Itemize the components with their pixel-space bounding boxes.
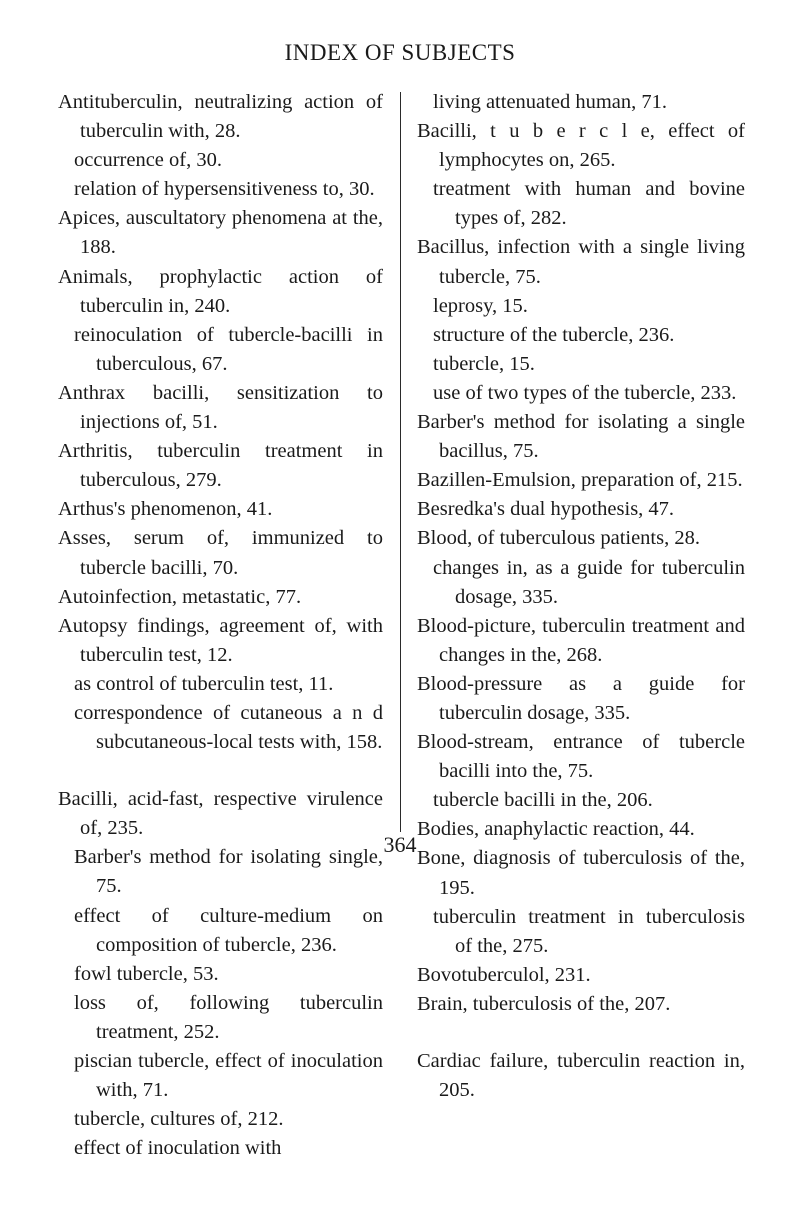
index-entry: Arthritis, tuberculin treatment in tuberculous, 279. [58, 440, 383, 492]
index-entry: Anthrax bacilli, sensitization to injections of, 51. [58, 381, 383, 434]
index-entry: Bacillus, infection with a single living tubercle, 75. [417, 236, 745, 288]
page-title: INDEX OF SUBJECTS [284, 40, 516, 65]
index-subentry: effect of inoculation with [74, 1137, 282, 1160]
index-subentry: leprosy, 15. [433, 294, 528, 317]
index-subentry: living attenuated human, 71. [433, 91, 667, 113]
index-entry: Arthus's phenomenon, 41. [58, 498, 273, 521]
index-subentry: use of two types of the tubercle, 233. [433, 381, 737, 404]
index-entry: Apices, auscultatory phenomena at the, 188. [58, 207, 383, 259]
index-subentry: as control of tuberculin test, 11. [74, 672, 334, 695]
index-subentry: piscian tubercle, effect of inoculation with, 71. [74, 1050, 383, 1102]
index-entry: Bodies, anaphylactic reaction, 44. [417, 818, 695, 841]
index-subentry: relation of hypersensitiveness to, 30. [74, 178, 375, 201]
index-entry: Cardiac failure, tuberculin reaction in, 205. [417, 1050, 745, 1102]
index-entry: Bacilli, acid-fast, respective virulence of, 235. [58, 788, 383, 840]
index-entry: Bone, diagnosis of tuberculosis of the, 195. [417, 847, 745, 899]
index-subentry: tubercle, cultures of, 212. [74, 1108, 284, 1131]
left-column [58, 88, 383, 1163]
index-entry: Blood, of tuberculous patients, 28. [417, 527, 700, 550]
index-entry: Blood-pressure as a guide for tuberculin dosage, 335. [417, 672, 745, 724]
index-entry: Brain, tuberculosis of the, 207. [417, 992, 671, 1015]
index-subentry: Barber's method for isolating single, 75. [74, 846, 383, 898]
index-entry: Blood-picture, tuberculin treatment and changes in the, 268. [417, 614, 745, 666]
index-subentry: occurrence of, 30. [74, 149, 222, 172]
index-entry: Bovotuberculol, 231. [417, 963, 591, 986]
index-subentry: effect of culture-medium on composition of tubercle, 236. [74, 904, 383, 956]
index-entry: Bazillen-Emulsion, preparation of, 215. [417, 469, 743, 492]
index-entry: Asses, serum of, immunized to tubercle bacilli, 70. [58, 527, 383, 579]
index-subentry: treatment with human and bovine types of, 282. [433, 178, 745, 230]
index-subentry: correspondence of cutaneous a n d subcutaneous-local tests with, 158. [74, 701, 383, 754]
column-divider [400, 92, 401, 832]
index-subentry: changes in, as a guide for tuberculin dosage, 335. [433, 556, 745, 608]
page-number: 364 [383, 832, 417, 857]
index-subentry: tuberculin treatment in tuberculosis of the, 275. [433, 905, 745, 957]
index-entry: Autoinfection, metastatic, 77. [58, 585, 302, 608]
index-entry: Animals, prophylactic action of tuberculin in, 240. [58, 265, 383, 317]
index-entry: Besredka's dual hypothesis, 47. [417, 498, 675, 521]
index-subentry: tubercle bacilli in the, 206. [433, 789, 653, 812]
index-subentry: tubercle, 15. [433, 352, 535, 375]
index-entry: Bacilli, t u b e r c l e, effect of lymphocytes on, 265. [417, 120, 745, 172]
index-subentry: loss of, following tuberculin treatment, 252. [74, 991, 383, 1043]
index-subentry: fowl tubercle, 53. [74, 962, 219, 985]
index-entry: Blood-stream, entrance of tubercle bacilli into the, 75. [417, 731, 745, 783]
index-subentry: reinoculation of tubercle-bacilli in tuberculous, 67. [74, 323, 383, 375]
index-entry: Antituberculin, neutralizing action of tuberculin with, 28. [58, 91, 383, 143]
right-column [417, 88, 745, 1105]
index-entry: Autopsy findings, agreement of, with tuberculin test, 12. [58, 614, 383, 666]
index-subentry: structure of the tubercle, 236. [433, 323, 675, 346]
index-entry: Barber's method for isolating a single bacillus, 75. [417, 411, 745, 463]
